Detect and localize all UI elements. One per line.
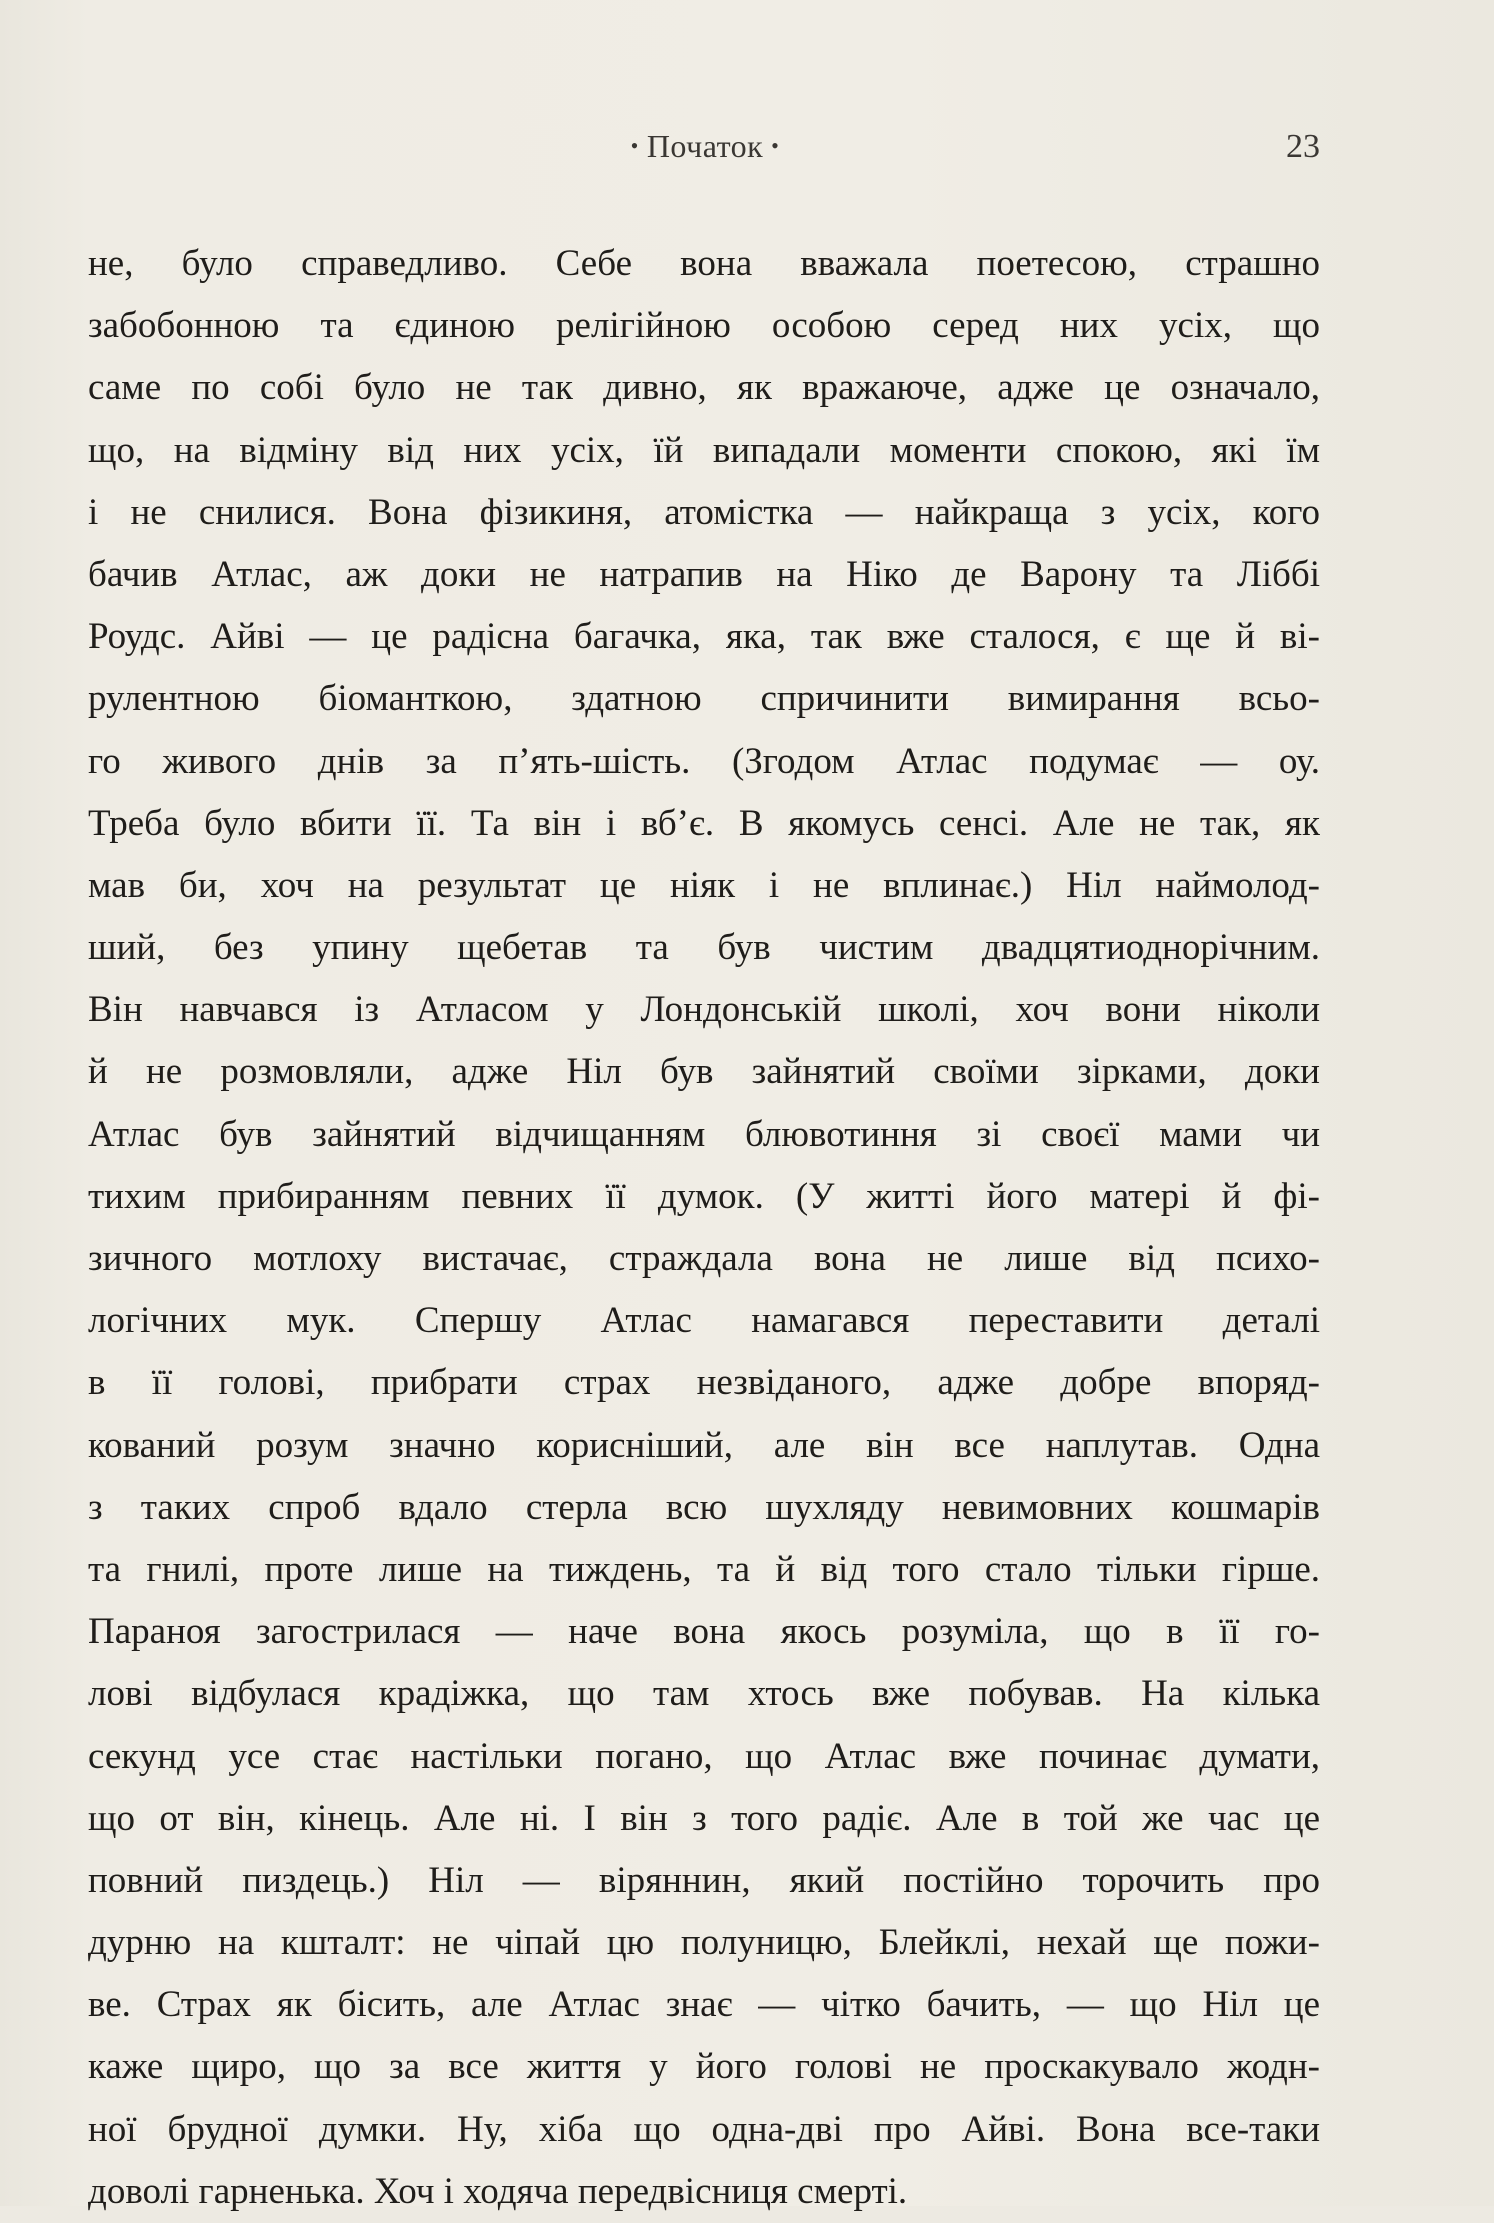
text-line: ший, без упину щебетав та був чистим двадцятиоднорічним. — [88, 927, 1320, 969]
text-line: секунд усе стає настільки погано, що Атлас вже починає думати, — [88, 1735, 1320, 1777]
text-line: не, було справедливо. Себе вона вважала поетесою, страшно — [88, 243, 1320, 284]
page-number: 23 — [1286, 128, 1320, 165]
text-line: що, на відміну від них усіх, їй випадали моменти спокою, які їм — [88, 429, 1320, 471]
text-line: мав би, хоч на результат це ніяк і не вплинає.) Ніл наймолод- — [88, 864, 1320, 906]
text-line: Треба було вбити її. Та він і вб’є. В якомусь сенсі. Але не так, як — [88, 802, 1320, 844]
text-line: з таких спроб вдало стерла всю шухляду невимовних кошмарів — [88, 1486, 1320, 1528]
text-line: рулентною біоманткою, здатною спричинити вимирання всьо- — [88, 678, 1320, 720]
text-line: саме по собі було не так дивно, як вражаюче, адже це означало, — [88, 367, 1320, 409]
text-line: го живого днів за п’ять-шість. (Згодом Атлас подумає — оу. — [88, 740, 1320, 782]
text-line: бачив Атлас, аж доки не натрапив на Ніко де Варону та Ліббі — [88, 553, 1320, 595]
text-line: й не розмовляли, адже Ніл був зайнятий своїми зірками, доки — [88, 1051, 1320, 1093]
text-line: повний пиздець.) Ніл — віряннин, який постійно торочить про — [88, 1859, 1320, 1901]
text-line: ве. Страх як бісить, але Атлас знає — чітко бачить, — що Ніл це — [88, 1984, 1320, 2026]
text-line: Атлас був зайнятий відчищанням блювотиння зі своєї мами чи — [88, 1113, 1320, 1155]
body-paragraph — [88, 233, 1320, 2223]
text-line: каже щиро, що за все життя у його голові не проскакувало жодн- — [88, 2046, 1320, 2088]
text-line: зичного мотлоху вистачає, страждала вона не лише від психо- — [88, 1238, 1320, 1279]
header-bullet-right: • — [771, 133, 780, 158]
text-line: логічних мук. Спершу Атлас намагався переставити деталі — [88, 1300, 1320, 1342]
text-line: забобонною та єдиною релігійною особою серед них усіх, що — [88, 305, 1320, 347]
chapter-title: Початок — [646, 128, 764, 164]
text-line: в її голові, прибрати страх незвіданого, адже добре впоряд- — [88, 1362, 1320, 1404]
text-line: тихим прибиранням певних її думок. (У житті його матері й фі- — [88, 1175, 1320, 1217]
text-line: Він навчався із Атласом у Лондонській школі, хоч вони ніколи — [88, 989, 1320, 1031]
text-line: ної брудної думки. Ну, хіба що одна-дві про Айві. Вона все-таки — [88, 2108, 1320, 2150]
text-line: дурню на кшталт: не чіпай цю полуницю, Блейклі, нехай ще пожи- — [88, 1922, 1320, 1964]
running-title — [580, 128, 830, 165]
text-line: кований розум значно корисніший, але він все наплутав. Одна — [88, 1424, 1320, 1466]
text-line: що от він, кінець. Але ні. І він з того радіє. Але в той же час це — [88, 1797, 1320, 1839]
page-header — [0, 128, 1494, 176]
text-line: лові відбулася крадіжка, що там хтось вже побував. На кілька — [88, 1673, 1320, 1715]
text-line: і не снилися. Вона фізикиня, атомістка — найкраща з усіх, кого — [88, 491, 1320, 533]
text-line: Параноя загострилася — наче вона якось розуміла, що в її го- — [88, 1611, 1320, 1653]
text-line: та гнилі, проте лише на тиждень, та й від того стало тільки гірше. — [88, 1548, 1320, 1590]
text-line-last: доволі гарненька. Хоч і ходяча передвісниця смерті. — [88, 2170, 908, 2212]
header-bullet-left: • — [630, 133, 639, 158]
text-line: Роудс. Айві — це радісна багачка, яка, так вже сталося, є ще й ві- — [88, 616, 1320, 658]
